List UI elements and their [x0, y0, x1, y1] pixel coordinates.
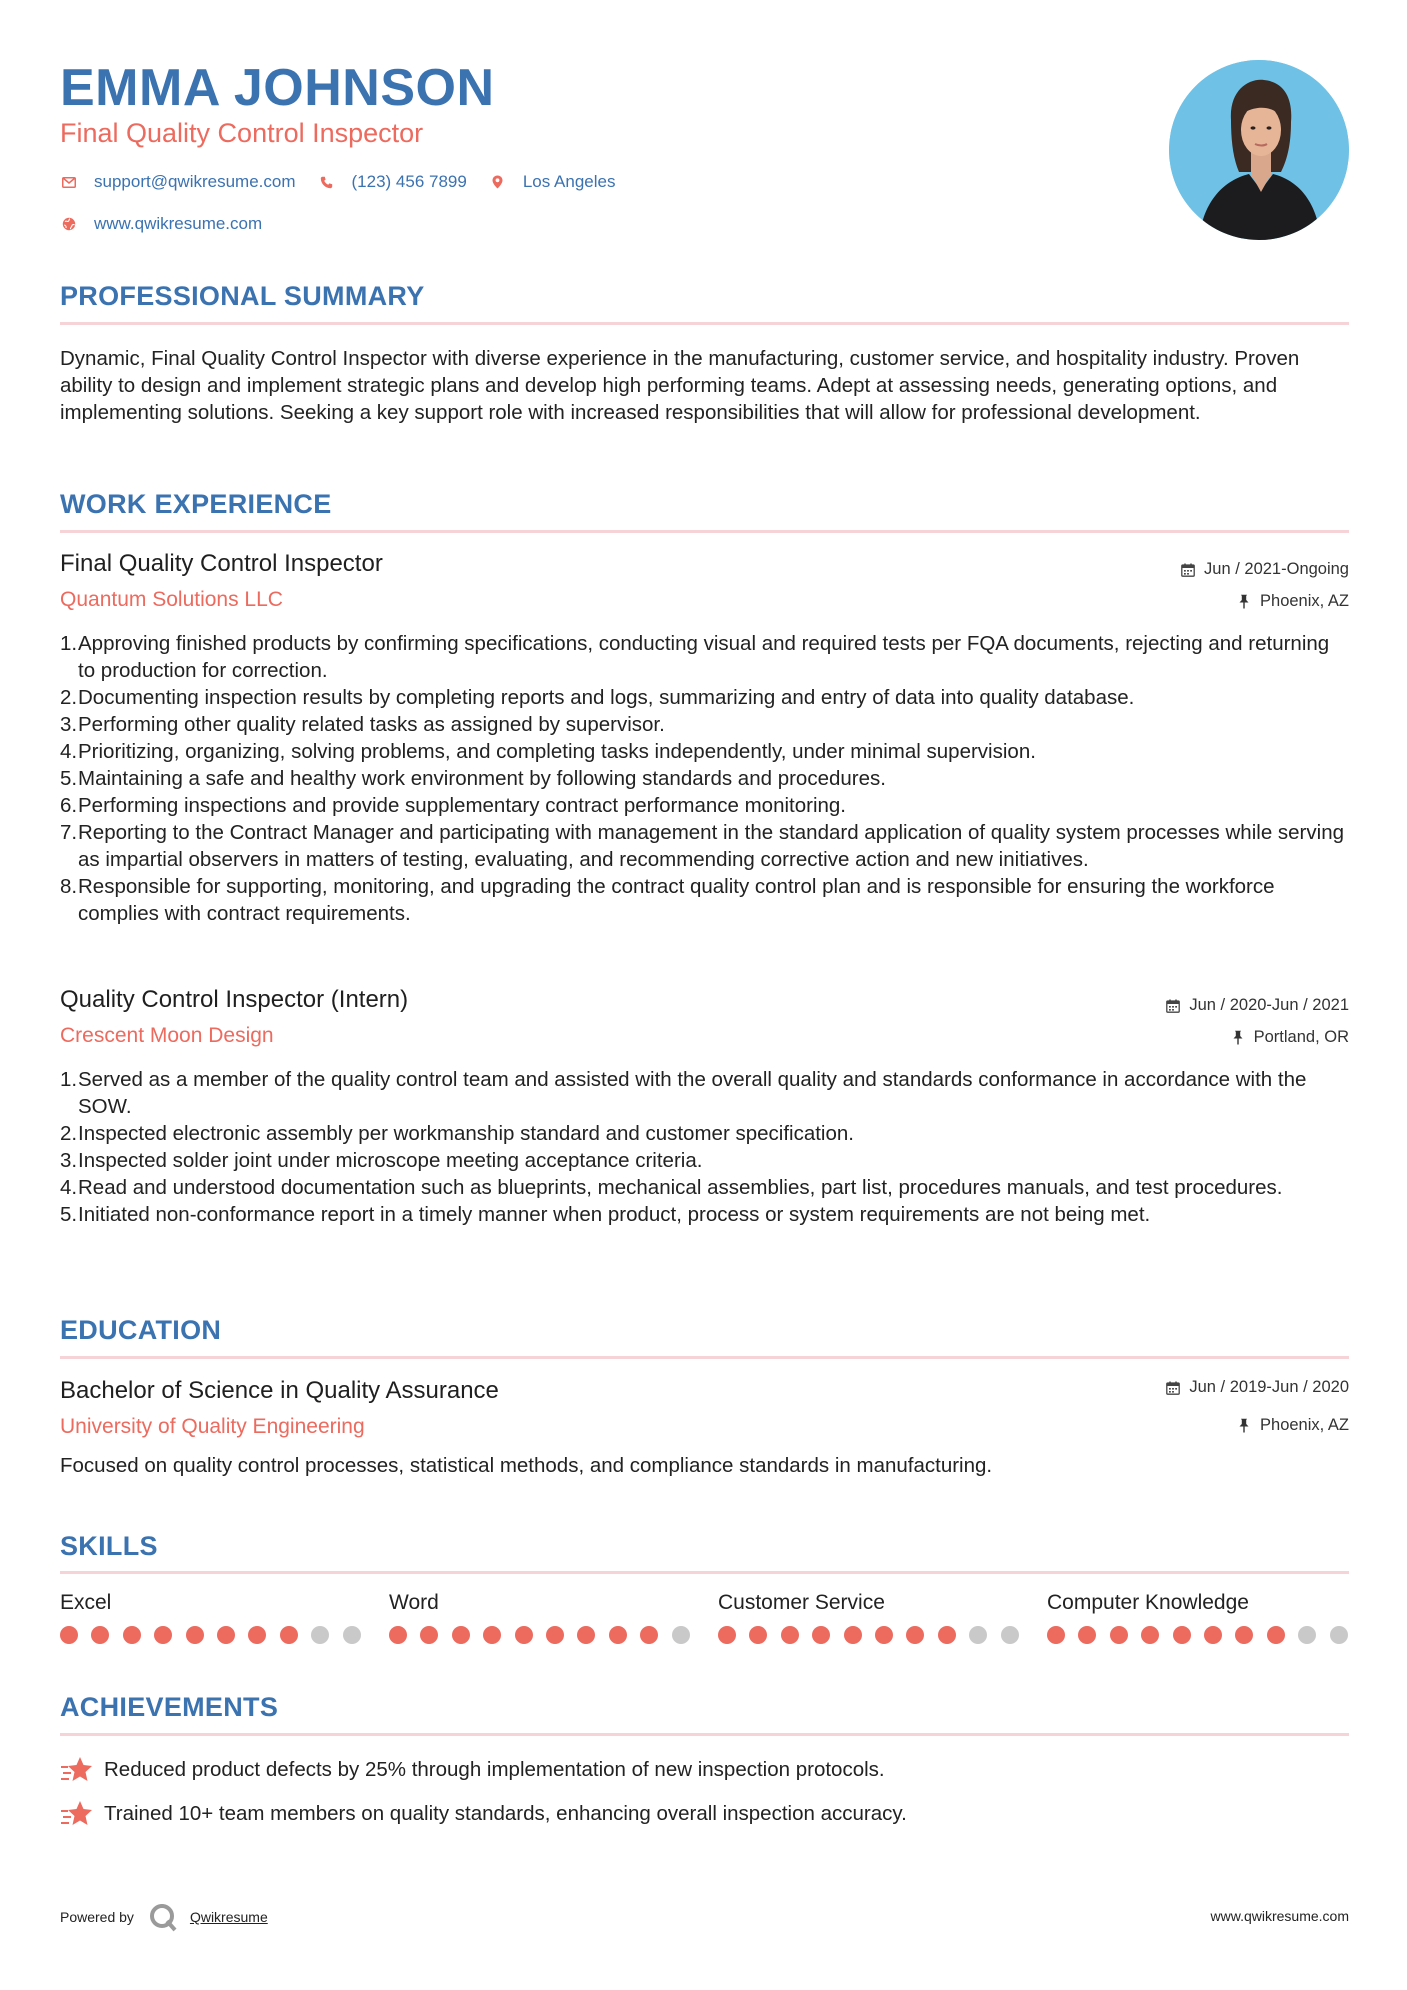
rating-dot-filled	[938, 1626, 956, 1644]
summary-heading: PROFESSIONAL SUMMARY	[60, 281, 425, 311]
rating-dot-filled	[123, 1626, 141, 1644]
item-text: Prioritizing, organizing, solving problems, and completing tasks independently, under minimal supervision.	[78, 740, 1036, 763]
envelope-icon	[60, 173, 78, 191]
item-number: 6.	[60, 794, 78, 817]
achievement-text: Trained 10+ team members on quality standards, enhancing overall inspection accuracy.	[104, 1802, 907, 1825]
rating-dot-filled	[1110, 1626, 1128, 1644]
job-responsibilities	[60, 1066, 1349, 1228]
contact-row	[60, 172, 637, 192]
job-location-text: Portland, OR	[1253, 1028, 1349, 1046]
rating-dot-filled	[217, 1626, 235, 1644]
responsibility-item	[60, 1201, 1349, 1228]
item-number: 8.	[60, 875, 78, 898]
calendar-icon	[1165, 1380, 1181, 1396]
item-text: Approving finished products by confirming specifications, conducting visual and required tests per FQA documents, rejecting and returning to production for correction.	[78, 632, 1330, 682]
achievement-item	[60, 1799, 907, 1829]
contact-email	[60, 172, 296, 192]
responsibility-item	[60, 765, 1349, 792]
rating-dot-filled	[280, 1626, 298, 1644]
website-link[interactable]: www.qwikresume.com	[94, 214, 263, 233]
phone-text[interactable]: (123) 456 7899	[351, 172, 467, 191]
item-text: Reporting to the Contract Manager and participating with management in the standard application of quality system processes while serving as impartial observers in matters of testing, evaluating, and recommending corrective action and new initiatives.	[78, 821, 1344, 871]
skill-item	[389, 1591, 689, 1615]
star-icon	[60, 1799, 94, 1829]
job-dates	[1180, 560, 1349, 579]
rating-dot-empty	[311, 1626, 329, 1644]
rating-dot-filled	[546, 1626, 564, 1644]
rating-dot-empty	[1001, 1626, 1019, 1644]
experience-heading: WORK EXPERIENCE	[60, 489, 332, 519]
rating-dot-filled	[452, 1626, 470, 1644]
responsibility-item	[60, 630, 1349, 684]
achievements-divider	[60, 1733, 1349, 1736]
responsibility-item	[60, 819, 1349, 873]
rating-dot-filled	[844, 1626, 862, 1644]
rating-dot-filled	[60, 1626, 78, 1644]
skill-rating	[389, 1626, 703, 1644]
skill-item	[60, 1591, 360, 1615]
skill-item	[1047, 1591, 1347, 1615]
contact-phone	[318, 172, 467, 192]
responsibility-item	[60, 1174, 1349, 1201]
experience-divider	[60, 530, 1349, 533]
phone-icon	[318, 173, 336, 191]
responsibility-item	[60, 792, 1349, 819]
rating-dot-filled	[1204, 1626, 1222, 1644]
skill-rating	[60, 1626, 374, 1644]
pushpin-icon	[1230, 1030, 1246, 1046]
rating-dot-filled	[389, 1626, 407, 1644]
skill-rating	[718, 1626, 1032, 1644]
skill-name: Customer Service	[718, 1591, 885, 1614]
rating-dot-filled	[906, 1626, 924, 1644]
item-number: 3.	[60, 713, 78, 736]
education-description: Focused on quality control processes, statistical methods, and compliance standards in manufacturing.	[60, 1454, 993, 1477]
skills-divider	[60, 1571, 1349, 1574]
item-number: 3.	[60, 1149, 78, 1172]
rating-dot-filled	[781, 1626, 799, 1644]
item-text: Inspected solder joint under microscope meeting acceptance criteria.	[78, 1149, 703, 1172]
achievement-item	[60, 1755, 885, 1785]
rating-dot-filled	[875, 1626, 893, 1644]
company-name: Quantum Solutions LLC	[60, 588, 283, 611]
job-dates	[1165, 996, 1349, 1015]
item-text: Served as a member of the quality control team and assisted with the overall quality and standards conformance in accordance with the SOW.	[78, 1068, 1307, 1118]
item-text: Inspected electronic assembly per workmanship standard and customer specification.	[78, 1122, 854, 1145]
job-location	[1230, 1028, 1349, 1047]
rating-dot-filled	[1141, 1626, 1159, 1644]
item-text: Documenting inspection results by completing reports and logs, summarizing and entry of data into quality database.	[78, 686, 1135, 709]
rating-dot-empty	[1330, 1626, 1348, 1644]
achievements-heading: ACHIEVEMENTS	[60, 1692, 279, 1722]
job-dates-text: Jun / 2020-Jun / 2021	[1189, 996, 1349, 1014]
item-number: 2.	[60, 1122, 78, 1145]
skills-heading: SKILLS	[60, 1531, 158, 1561]
rating-dot-filled	[749, 1626, 767, 1644]
qwikresume-logo-icon	[148, 1902, 178, 1932]
rating-dot-empty	[969, 1626, 987, 1644]
rating-dot-filled	[577, 1626, 595, 1644]
responsibility-item	[60, 1066, 1349, 1120]
location-text: Los Angeles	[522, 172, 616, 191]
map-pin-icon	[489, 173, 507, 191]
contact-website	[60, 214, 262, 234]
skill-item	[718, 1591, 1018, 1615]
rating-dot-filled	[1047, 1626, 1065, 1644]
skill-name: Computer Knowledge	[1047, 1591, 1249, 1614]
footer-powered-by	[60, 1902, 268, 1932]
job-location-text: Phoenix, AZ	[1260, 592, 1349, 610]
resume-page	[60, 0, 1349, 1990]
email-link[interactable]: support@qwikresume.com	[94, 172, 296, 191]
responsibility-item	[60, 873, 1349, 927]
pushpin-icon	[1236, 1418, 1252, 1434]
rating-dot-filled	[1173, 1626, 1191, 1644]
item-text: Performing inspections and provide supplementary contract performance monitoring.	[78, 794, 846, 817]
item-text: Responsible for supporting, monitoring, and upgrading the contract quality control plan and is responsible for ensuring the workforce complies with contract requirements.	[78, 875, 1275, 925]
skill-name: Excel	[60, 1591, 112, 1614]
skill-name: Word	[389, 1591, 439, 1614]
candidate-name: EMMA JOHNSON	[60, 59, 495, 117]
item-number: 1.	[60, 632, 78, 655]
item-text: Performing other quality related tasks as assigned by supervisor.	[78, 713, 665, 736]
education-location	[1236, 1416, 1349, 1435]
item-number: 4.	[60, 740, 78, 763]
item-number: 2.	[60, 686, 78, 709]
job-location	[1236, 592, 1349, 611]
rating-dot-filled	[1267, 1626, 1285, 1644]
rating-dot-filled	[186, 1626, 204, 1644]
responsibility-item	[60, 738, 1349, 765]
rating-dot-filled	[1078, 1626, 1096, 1644]
rating-dot-filled	[154, 1626, 172, 1644]
rating-dot-filled	[91, 1626, 109, 1644]
summary-divider	[60, 322, 1349, 325]
responsibility-item	[60, 684, 1349, 711]
rating-dot-filled	[812, 1626, 830, 1644]
candidate-title: Final Quality Control Inspector	[60, 118, 424, 148]
pushpin-icon	[1236, 594, 1252, 610]
rating-dot-filled	[515, 1626, 533, 1644]
skill-rating	[1047, 1626, 1361, 1644]
rating-dot-filled	[248, 1626, 266, 1644]
education-location-text: Phoenix, AZ	[1260, 1416, 1349, 1434]
calendar-icon	[1165, 998, 1181, 1014]
powered-by-label: Powered by	[60, 1909, 134, 1925]
globe-icon	[60, 215, 78, 233]
job-title: Final Quality Control Inspector	[60, 550, 383, 577]
rating-dot-filled	[609, 1626, 627, 1644]
rating-dot-filled	[1235, 1626, 1253, 1644]
rating-dot-filled	[420, 1626, 438, 1644]
school-name: University of Quality Engineering	[60, 1415, 365, 1438]
degree-title: Bachelor of Science in Quality Assurance	[60, 1377, 499, 1404]
education-heading: EDUCATION	[60, 1315, 222, 1345]
rating-dot-filled	[483, 1626, 501, 1644]
job-responsibilities	[60, 630, 1349, 927]
item-number: 7.	[60, 821, 78, 844]
item-number: 1.	[60, 1068, 78, 1091]
profile-photo	[1169, 60, 1349, 240]
company-name: Crescent Moon Design	[60, 1024, 274, 1047]
item-text: Read and understood documentation such as blueprints, mechanical assemblies, part list, procedures manuals, and test procedures.	[78, 1176, 1283, 1199]
education-dates-text: Jun / 2019-Jun / 2020	[1189, 1378, 1349, 1396]
responsibility-item	[60, 1120, 1349, 1147]
item-number: 4.	[60, 1176, 78, 1199]
rating-dot-filled	[640, 1626, 658, 1644]
summary-text: Dynamic, Final Quality Control Inspector with diverse experience in the manufacturing, customer service, and hospitality industry. Proven ability to design and implement strategic plans and develop high performing teams. Adept at assessing needs, generating options, and implementing solutions. Seeking a key support role with increased responsibilities that will allow for professional development.	[60, 347, 1300, 424]
item-text: Initiated non-conformance report in a timely manner when product, process or system requirements are not being met.	[78, 1203, 1151, 1226]
responsibility-item	[60, 711, 1349, 738]
education-dates	[1165, 1378, 1349, 1397]
calendar-icon	[1180, 562, 1196, 578]
star-icon	[60, 1755, 94, 1785]
rating-dot-empty	[343, 1626, 361, 1644]
achievement-text: Reduced product defects by 25% through implementation of new inspection protocols.	[104, 1758, 885, 1781]
rating-dot-empty	[1298, 1626, 1316, 1644]
qwikresume-link[interactable]: Qwikresume	[189, 1909, 268, 1925]
item-number: 5.	[60, 767, 78, 790]
rating-dot-empty	[672, 1626, 690, 1644]
footer-url[interactable]: www.qwikresume.com	[1210, 1908, 1349, 1924]
job-dates-text: Jun / 2021-Ongoing	[1204, 560, 1349, 578]
job-title: Quality Control Inspector (Intern)	[60, 986, 409, 1013]
responsibility-item	[60, 1147, 1349, 1174]
item-number: 5.	[60, 1203, 78, 1226]
rating-dot-filled	[718, 1626, 736, 1644]
contact-location	[489, 172, 616, 192]
education-divider	[60, 1356, 1349, 1359]
item-text: Maintaining a safe and healthy work environment by following standards and procedures.	[78, 767, 886, 790]
